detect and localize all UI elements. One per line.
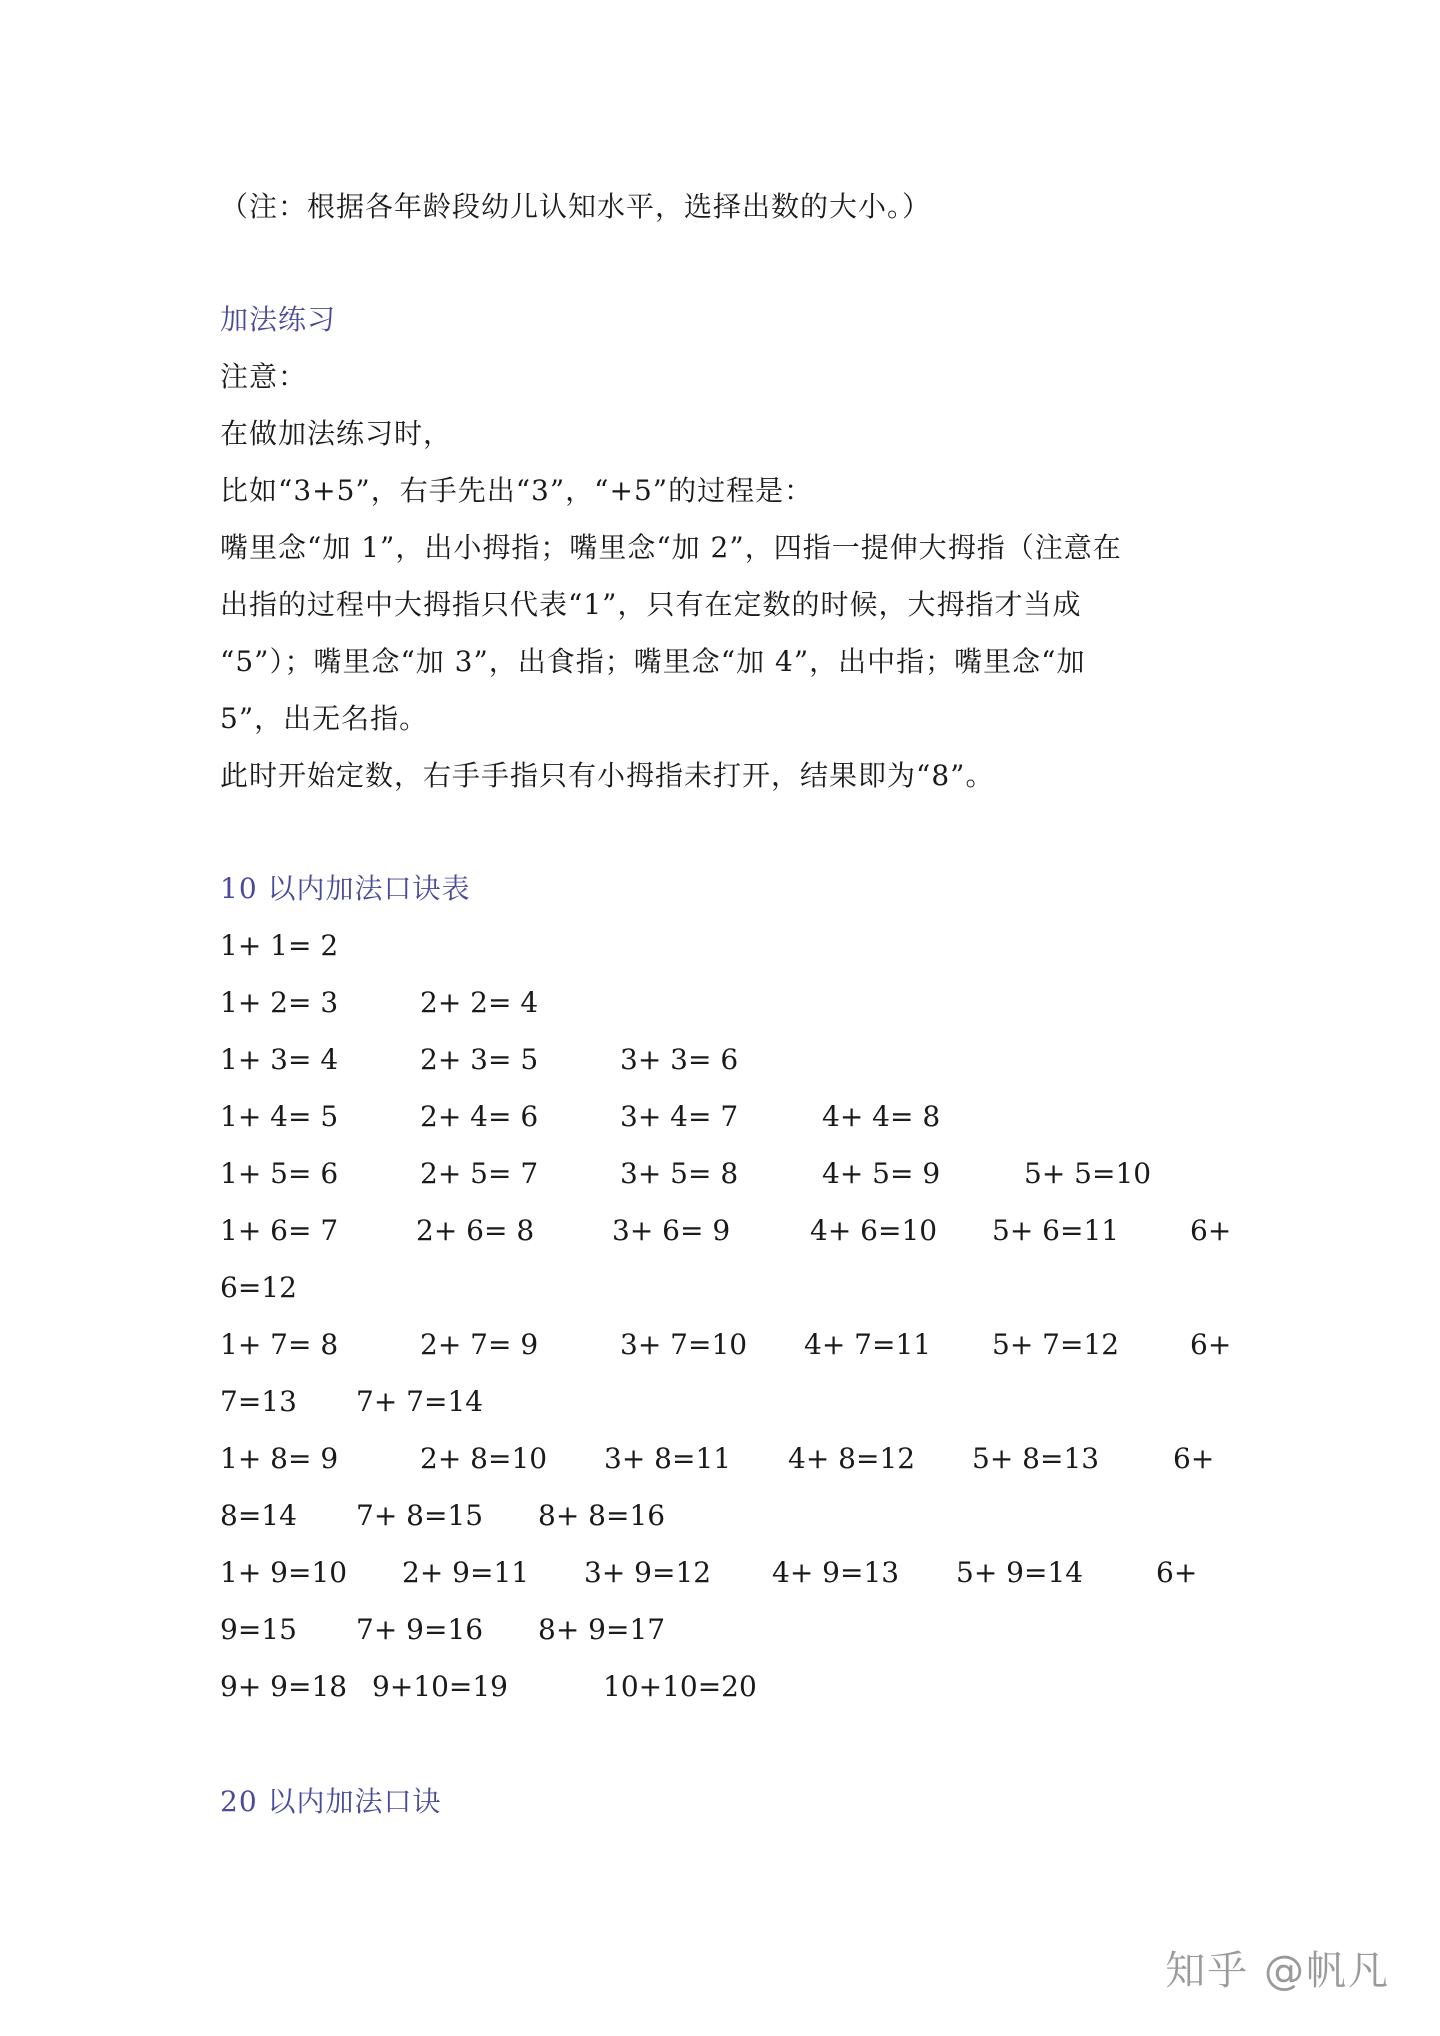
table-cell: 7+ 7=14	[356, 1385, 484, 1418]
table-cell: 5+ 5=10	[1024, 1157, 1152, 1190]
table-cell: 1+ 3= 4	[220, 1043, 339, 1076]
table-cell: 6+	[1190, 1328, 1232, 1361]
paragraph-line: 此时开始定数，右手手指只有小拇指未打开，结果即为“8”。	[220, 759, 995, 792]
table-row	[220, 1145, 1240, 1202]
table-row	[220, 1202, 1240, 1259]
table-cell: 8+ 9=17	[538, 1613, 666, 1646]
table-cell: 7=13	[220, 1385, 297, 1418]
table-row	[220, 1544, 1240, 1601]
table-cell: 3+ 5= 8	[620, 1157, 739, 1190]
watermark: 知乎 @帆凡	[1165, 1948, 1390, 1994]
table-cell: 2+ 5= 7	[420, 1157, 539, 1190]
table-cell: 5+ 6=11	[992, 1214, 1120, 1247]
table-row	[220, 1430, 1240, 1487]
paragraph-line: 嘴里念“加 1”，出小拇指；嘴里念“加 2”，四指一提伸大拇指（注意在	[220, 531, 1122, 564]
table-cell: 1+ 6= 7	[220, 1214, 339, 1247]
table-row	[220, 1259, 1240, 1316]
table-cell: 7+ 9=16	[356, 1613, 484, 1646]
table-cell: 4+ 8=12	[788, 1442, 916, 1475]
table-cell: 6+	[1190, 1214, 1232, 1247]
table-cell: 3+ 9=12	[584, 1556, 712, 1589]
paragraph-line: 出指的过程中大拇指只代表“1”，只有在定数的时候，大拇指才当成	[220, 588, 1082, 621]
table-cell: 2+ 3= 5	[420, 1043, 539, 1076]
table-cell: 7+ 8=15	[356, 1499, 484, 1532]
table-cell: 6+	[1173, 1442, 1215, 1475]
table-row	[220, 917, 1240, 974]
table-row	[220, 1088, 1240, 1145]
table-cell: 5+ 9=14	[956, 1556, 1084, 1589]
table-cell: 1+ 4= 5	[220, 1100, 339, 1133]
table-row	[220, 1658, 1240, 1715]
table-cell: 8+ 8=16	[538, 1499, 666, 1532]
table20-heading: 20 以内加法口诀	[220, 1785, 442, 1818]
table-cell: 6=12	[220, 1271, 297, 1304]
table-cell: 1+ 9=10	[220, 1556, 348, 1589]
table-cell: 3+ 6= 9	[612, 1214, 731, 1247]
table-cell: 3+ 7=10	[620, 1328, 748, 1361]
table-cell: 4+ 9=13	[772, 1556, 900, 1589]
table-cell: 4+ 4= 8	[822, 1100, 941, 1133]
table-row	[220, 1373, 1240, 1430]
paragraph-line: “5”）；嘴里念“加 3”，出食指；嘴里念“加 4”，出中指；嘴里念“加	[220, 645, 1086, 678]
table-row	[220, 1031, 1240, 1088]
paragraph-line: 在做加法练习时，	[220, 417, 453, 450]
table-row	[220, 974, 1240, 1031]
paragraph-line: 注意：	[220, 360, 308, 393]
table-row	[220, 1487, 1240, 1544]
table-cell: 1+ 2= 3	[220, 986, 339, 1019]
table-cell: 4+ 5= 9	[822, 1157, 941, 1190]
table-cell: 2+ 4= 6	[420, 1100, 539, 1133]
table-cell: 3+ 8=11	[604, 1442, 732, 1475]
table-cell: 5+ 8=13	[972, 1442, 1100, 1475]
addition-practice-heading: 加法练习	[220, 303, 337, 336]
table-cell: 1+ 7= 8	[220, 1328, 339, 1361]
table10-heading: 10 以内加法口诀表	[220, 872, 471, 905]
table-cell: 2+ 8=10	[420, 1442, 548, 1475]
table-cell: 2+ 6= 8	[416, 1214, 535, 1247]
table-cell: 2+ 2= 4	[420, 986, 539, 1019]
addition-table-10	[220, 917, 1240, 1715]
table-cell: 2+ 9=11	[402, 1556, 530, 1589]
paragraph-line: 比如“3+5”，右手先出“3”，“+5”的过程是：	[220, 474, 814, 507]
table-cell: 6+	[1156, 1556, 1198, 1589]
table-cell: 2+ 7= 9	[420, 1328, 539, 1361]
table-cell: 3+ 3= 6	[620, 1043, 739, 1076]
table-cell: 5+ 7=12	[992, 1328, 1120, 1361]
table-row	[220, 1601, 1240, 1658]
table-cell: 10+10=20	[603, 1670, 757, 1703]
table-cell: 1+ 5= 6	[220, 1157, 339, 1190]
table-cell: 8=14	[220, 1499, 297, 1532]
table-cell: 4+ 6=10	[810, 1214, 938, 1247]
table-cell: 9+ 9=18	[220, 1670, 348, 1703]
table-cell: 9=15	[220, 1613, 297, 1646]
table-row	[220, 1316, 1240, 1373]
table-cell: 4+ 7=11	[804, 1328, 932, 1361]
intro-note: （注：根据各年龄段幼儿认知水平，选择出数的大小。）	[220, 190, 932, 223]
table-cell: 3+ 4= 7	[620, 1100, 739, 1133]
table-cell: 1+ 1= 2	[220, 929, 339, 962]
document-page	[220, 178, 1240, 1830]
table-cell: 1+ 8= 9	[220, 1442, 339, 1475]
table-cell: 9+10=19	[372, 1670, 508, 1703]
paragraph-line: 5”，出无名指。	[220, 702, 429, 735]
